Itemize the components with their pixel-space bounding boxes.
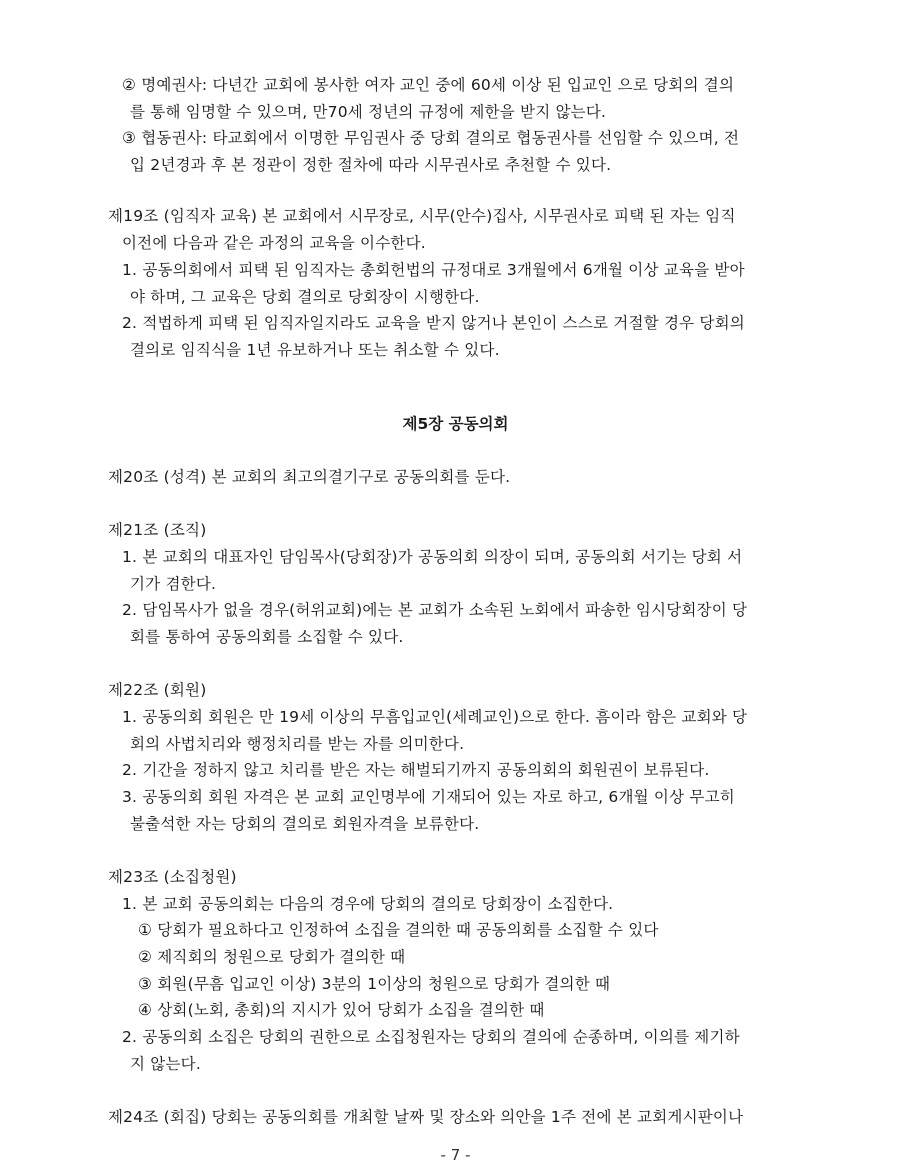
text-line: 1. 공동의회 회원은 만 19세 이상의 무흠입교인(세례교인)으로 한다. 흠이라 함은 교회와 당 bbox=[122, 708, 748, 726]
text-line: ② 제직회의 청원으로 당회가 결의한 때 bbox=[138, 948, 406, 966]
text-line: 결의로 임직식을 1년 유보하거나 또는 취소할 수 있다. bbox=[130, 341, 500, 359]
text-line: 야 하며, 그 교육은 당회 결의로 당회장이 시행한다. bbox=[130, 288, 480, 306]
text-line: 2. 기간을 정하지 않고 치리를 받은 자는 해벌되기까지 공동의회의 회원권이 보류된다. bbox=[122, 761, 710, 779]
chapter-heading: 제5장 공동의회 bbox=[402, 415, 509, 433]
article-24-title: 제24조 (회집) 당회는 공동의회를 개최할 날짜 및 장소와 의안을 1주 전에 본 교회게시판이나 bbox=[108, 1108, 744, 1126]
text-line: 2. 담임목사가 없을 경우(허위교회)에는 본 교회가 소속된 노회에서 파송한 임시당회장이 당 bbox=[122, 601, 748, 619]
text-line: 1. 본 교회 공동의회는 다음의 경우에 당회의 결의로 당회장이 소집한다. bbox=[122, 895, 614, 913]
text-line: 1. 본 교회의 대표자인 담임목사(당회장)가 공동의회 의장이 되며, 공동의회 서기는 당회 서 bbox=[122, 548, 743, 566]
text-line: 3. 공동의회 회원 자격은 본 교회 교인명부에 기재되어 있는 자로 하고, 6개월 이상 무고히 bbox=[122, 788, 735, 806]
text-line: 회를 통하여 공동의회를 소집할 수 있다. bbox=[130, 628, 404, 646]
text-line: 를 통해 임명할 수 있으며, 만70세 정년의 규정에 제한을 받지 않는다. bbox=[130, 103, 607, 121]
text-line: 이전에 다음과 같은 과정의 교육을 이수한다. bbox=[122, 234, 426, 252]
text-line: 2. 적법하게 피택 된 임직자일지라도 교육을 받지 않거나 본인이 스스로 거절할 경우 당회의 bbox=[122, 314, 745, 332]
text-line: 1. 공동의회에서 피택 된 임직자는 총회헌법의 규정대로 3개월에서 6개월 이상 교육을 받아 bbox=[122, 261, 745, 279]
text-line: 기가 겸한다. bbox=[130, 575, 217, 593]
text-line: 회의 사법치리와 행정치리를 받는 자를 의미한다. bbox=[130, 735, 465, 753]
article-23-title: 제23조 (소집청원) bbox=[108, 868, 237, 886]
article-21-title: 제21조 (조직) bbox=[108, 521, 207, 539]
text-line: ④ 상회(노회, 총회)의 지시가 있어 당회가 소집을 결의한 때 bbox=[138, 1001, 545, 1019]
text-line: 입 2년경과 후 본 정관이 정한 절차에 따라 시무권사로 추천할 수 있다. bbox=[130, 156, 612, 174]
text-line: 지 않는다. bbox=[130, 1055, 201, 1073]
text-line: ② 명예권사: 다년간 교회에 봉사한 여자 교인 중에 60세 이상 된 입교인 으로 당회의 결의 bbox=[122, 76, 735, 94]
text-line: ③ 협동권사: 타교회에서 이명한 무임권사 중 당회 결의로 협동권사를 선임할 수 있으며, 전 bbox=[122, 129, 740, 147]
page-number: - 7 - bbox=[440, 1146, 471, 1164]
text-line: ③ 회원(무흠 입교인 이상) 3분의 1이상의 청원으로 당회가 결의한 때 bbox=[138, 975, 611, 993]
text-line: 불출석한 자는 당회의 결의로 회원자격을 보류한다. bbox=[130, 815, 480, 833]
text-line: ① 당회가 필요하다고 인정하여 소집을 결의한 때 공동의회를 소집할 수 있다 bbox=[138, 921, 659, 939]
article-19-title: 제19조 (임직자 교육) 본 교회에서 시무장로, 시무(안수)집사, 시무권사로 피택 된 자는 임직 bbox=[108, 207, 736, 225]
article-20-title: 제20조 (성격) 본 교회의 최고의결기구로 공동의회를 둔다. bbox=[108, 468, 511, 486]
article-22-title: 제22조 (회원) bbox=[108, 681, 207, 699]
text-line: 2. 공동의회 소집은 당회의 권한으로 소집청원자는 당회의 결의에 순종하며, 이의를 제기하 bbox=[122, 1028, 740, 1046]
